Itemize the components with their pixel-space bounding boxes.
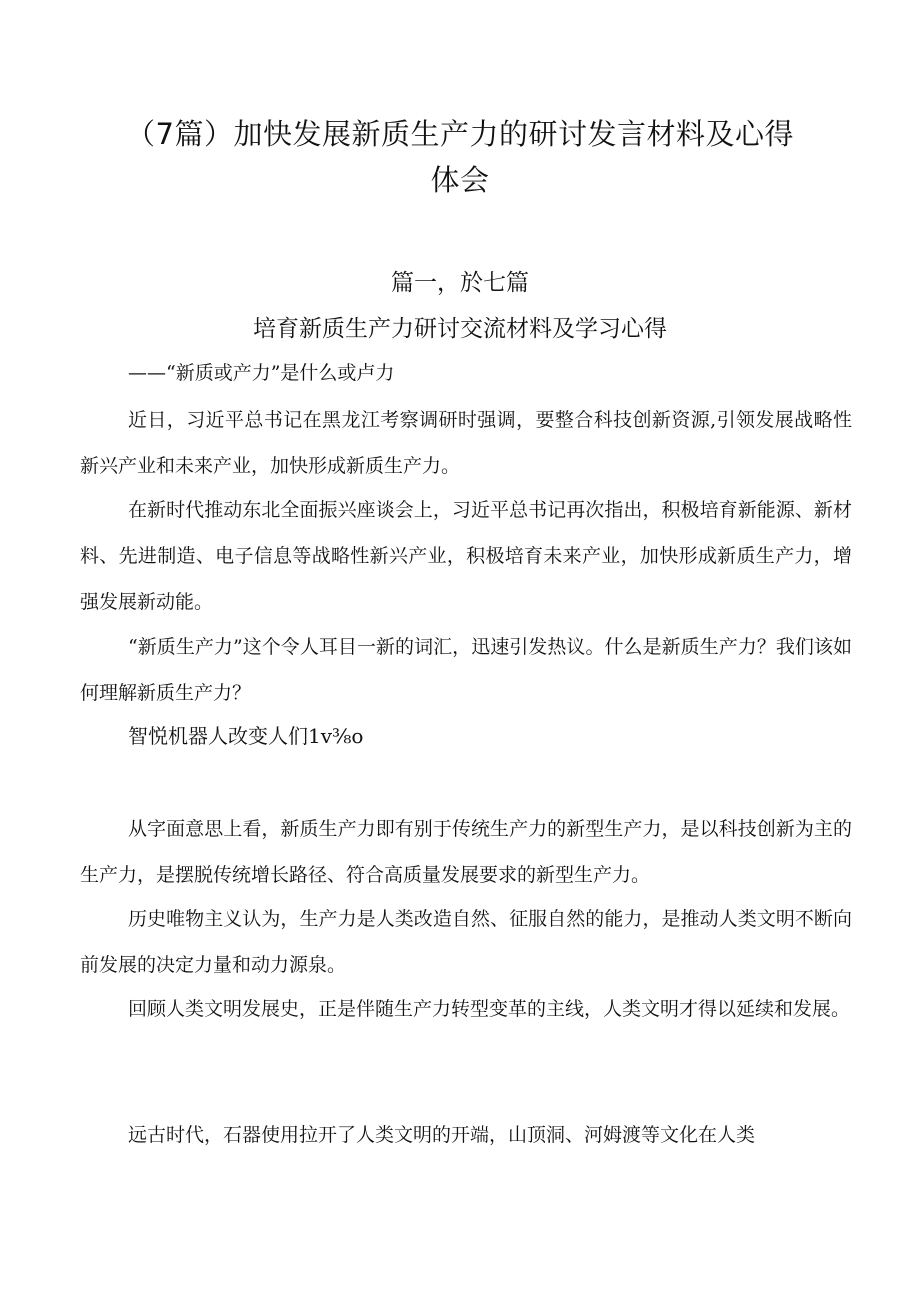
section-heading-line-1: 篇一，於七篇 [391,270,529,296]
subheading: 智悦机器人改变人们1v⅜o [128,724,364,748]
paragraph: 从字面意思上看，新质生产力即有别于传统生产力的新型生产力，是以科技创新为主的生产力，是摆脱传统增长路径、符合高质量发展要求的新型生产力。 [80,818,852,886]
paragraph: 远古时代，石器使用拉开了人类文明的开端，山顶洞、河姆渡等文化在人类 [128,1124,756,1146]
section-heading-line-2: 培育新质生产力研讨交流材料及学习心得 [253,316,667,342]
document-title-line-1: （7篇）加快发展新质生产力的研讨发言材料及心得 [126,117,794,151]
paragraph: “新质生产力”这个令人耳目一新的词汇，迅速引发热议。什么是新质生产力？我们该如何理解新质生产力？ [80,636,852,704]
paragraph: 在新时代推动东北全面振兴座谈会上，习近平总书记再次指出，积极培育新能源、新材料、先进制造、电子信息等战略性新兴产业，积极培育未来产业，加快形成新质生产力，增强发展新动能。 [80,499,852,613]
paragraph: 近日，习近平总书记在黑龙江考察调研时强调，要整合科技创新资源,引领发展战略性新兴产业和未来产业，加快形成新质生产力。 [80,409,852,477]
paragraph: 历史唯物主义认为，生产力是人类改造自然、征服自然的能力，是推动人类文明不断向前发展的决定力量和动力源泉。 [80,908,852,976]
section-subtitle: ——“新质或产力”是什么或卢力 [128,362,395,384]
paragraph: 回顾人类文明发展史，正是伴随生产力转型变革的主线，人类文明才得以延续和发展。 [128,998,851,1020]
document-title-line-2: 体会 [430,163,490,197]
